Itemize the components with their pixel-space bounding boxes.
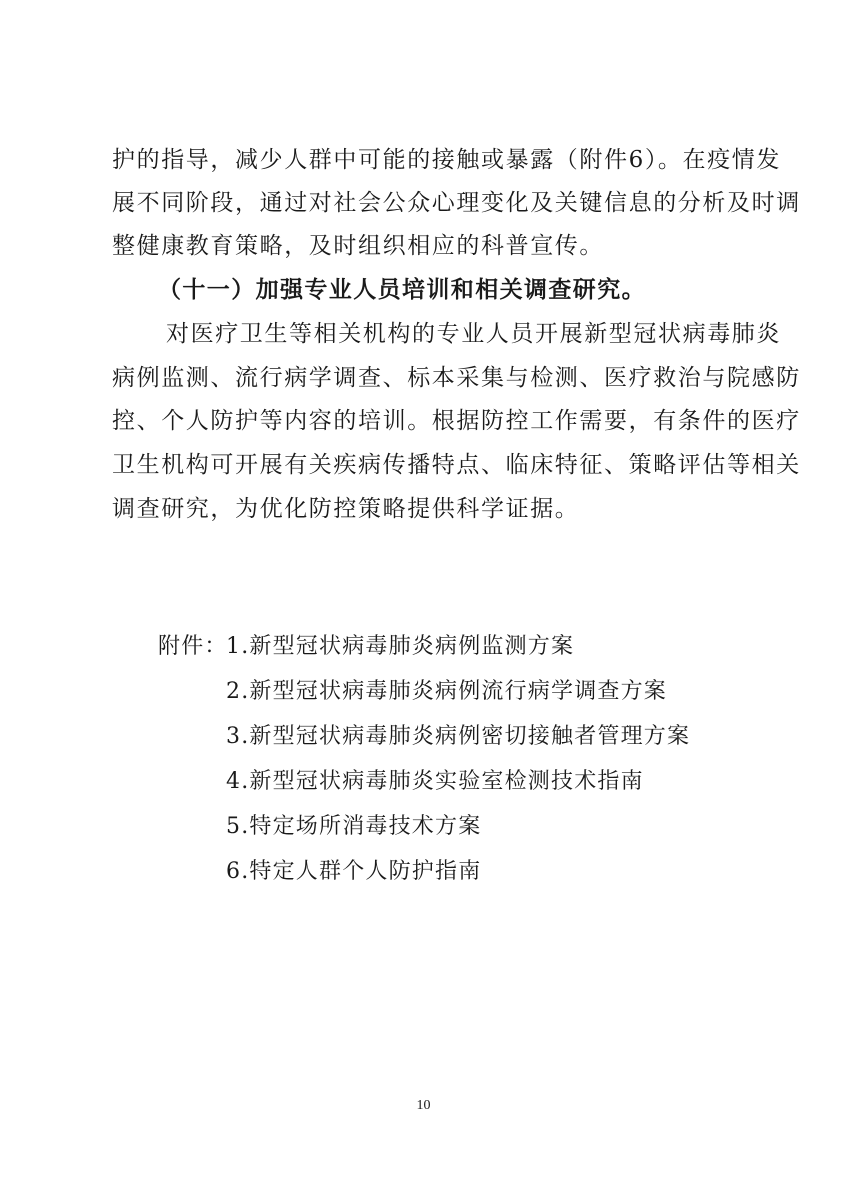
attachment-item: 1.新型冠状病毒肺炎病例监测方案 [226,634,575,659]
page-number: 10 [416,1098,431,1113]
paragraph-line: 病例监测、流行病学调查、标本采集与检测、医疗救治与院感防 [112,365,801,391]
attachment-item: 3.新型冠状病毒肺炎病例密切接触者管理方案 [226,724,691,749]
attachment-item: 5.特定场所消毒技术方案 [226,814,482,839]
attachments-label: 附件： [158,634,228,659]
paragraph-line: 护的指导，减少人群中可能的接触或暴露（附件6）。在疫情发 [112,147,781,173]
paragraph-line: 调查研究，为优化防控策略提供科学证据。 [112,496,580,522]
attachment-item: 6.特定人群个人防护指南 [226,859,482,884]
paragraph-line: 展不同阶段，通过对社会公众心理变化及关键信息的分析及时调 [112,190,801,216]
paragraph-line: 控、个人防护等内容的培训。根据防控工作需要，有条件的医疗 [112,408,801,434]
attachment-item: 4.新型冠状病毒肺炎实验室检测技术指南 [226,769,644,794]
section-heading: （十一）加强专业人员培训和相关调查研究。 [158,276,646,303]
paragraph-line: 整健康教育策略，及时组织相应的科普宣传。 [112,233,604,259]
paragraph-line: 卫生机构可开展有关疾病传播特点、临床特征、策略评估等相关 [112,452,801,478]
attachment-item: 2.新型冠状病毒肺炎病例流行病学调查方案 [226,679,667,704]
paragraph-line: 对医疗卫生等相关机构的专业人员开展新型冠状病毒肺炎 [166,321,781,347]
